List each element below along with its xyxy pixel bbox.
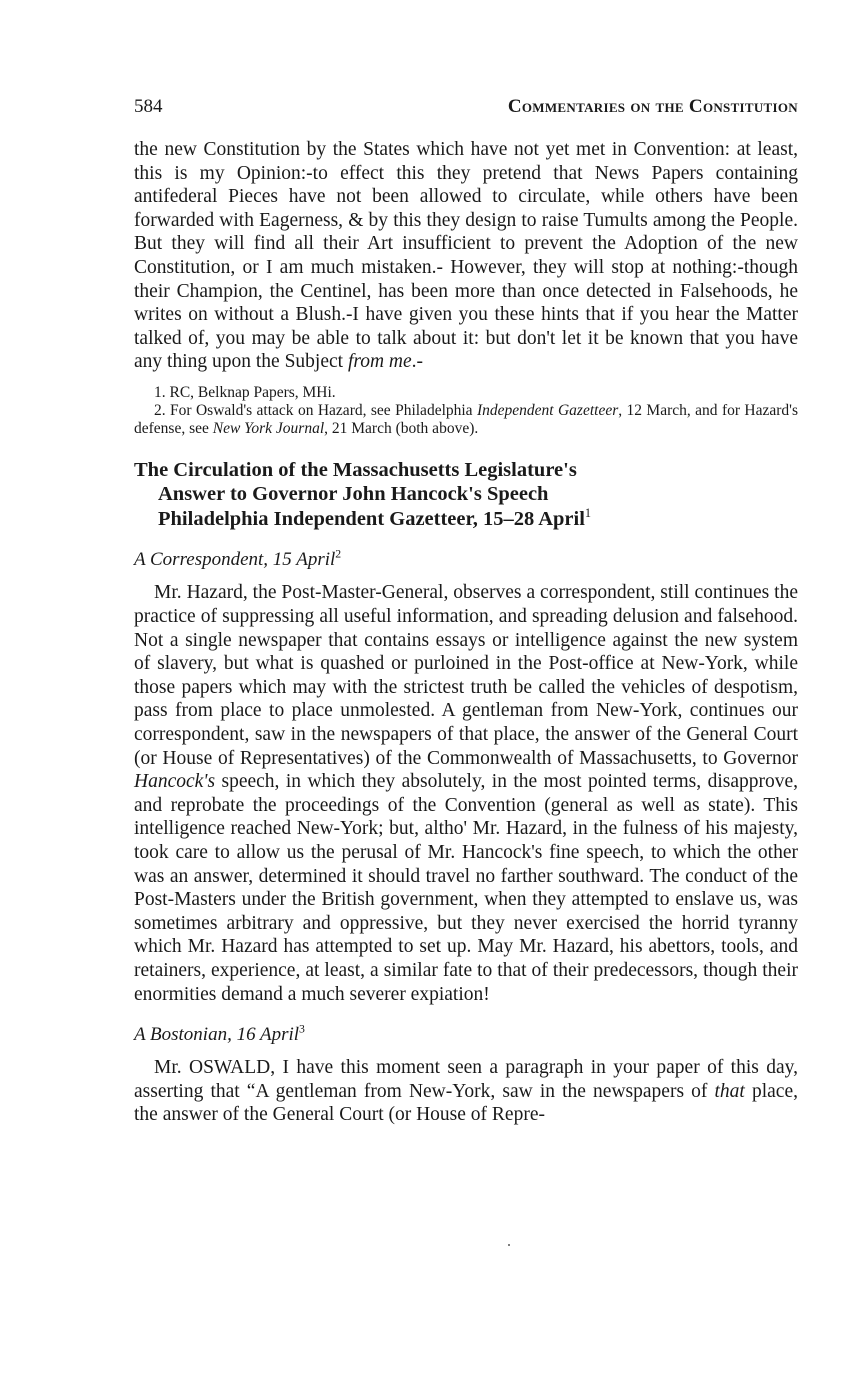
section-heading-line-1: The Circulation of the Massachusetts Legislature's (134, 458, 577, 481)
footnote-2-italic-2: New York Journal (212, 419, 325, 437)
bostonian-paragraph (134, 1056, 798, 1127)
footnote-2-text-b: , 12 March, and for Hazard's defense, see (134, 401, 798, 437)
correspondent-note-ref: 2 (335, 548, 342, 562)
running-head (134, 96, 798, 118)
bostonian-note-ref: 3 (299, 1022, 305, 1036)
bostonian-italic: that (714, 1080, 745, 1102)
section-heading-line-3-text: Philadelphia Independent Gazetteer, 15–28 April (158, 507, 585, 530)
footnote-2-italic-1: Independent Gazetteer (476, 401, 619, 419)
correspondent-text-b: speech, in which they absolutely, in the most pointed terms, disapprove, and reprobate the proceedings of the Convention (general as well as state). This intelligence reached New-York; but, altho' Mr. Hazard, in the fulness of his majesty, took care to allow us the perusal of Mr. Hancock's fine speech, to which the other was an answer, determined it should travel no farther southward. The conduct of the Post-Masters under the British government, when they attempted to enslave us, was sometimes arbitrary and oppressive, but they never exercised the horrid tyranny which Mr. Hazard has attempted to set up. May Mr. Hazard, his abettors, tools, and retainers, experience, at least, a similar fate to that of their predecessors, though their enormities demand a much severer expiation! (134, 771, 798, 1005)
footnote-1: 1. RC, Belknap Papers, MHi. (154, 383, 336, 401)
document-page (134, 96, 798, 1127)
page-number: 584 (134, 96, 163, 117)
correspondent-text-a: Mr. Hazard, the Post-Master-General, observes a correspondent, still continues the practice of suppressing all useful information, and spreading delusion and falsehood. Not a single newspaper that contains essays or intelligence against the new system of slavery, but what is quashed or purloined in the Post-office at New-York, while those papers which may with the strictest truth be called the vehicles of despotism, pass from place to place unmolested. A gentleman from New-York, continues our correspondent, saw in the newspapers of that place, the answer of the General Court (or House of Representatives) of the Commonwealth of Massachusetts, to Governor (134, 582, 798, 769)
bostonian-subhead-text: A Bostonian, 16 April (134, 1024, 300, 1046)
section-heading-note-ref: 1 (584, 506, 592, 521)
letter-continuation (134, 138, 798, 374)
correspondent-paragraph (134, 581, 798, 1006)
section-heading (134, 458, 798, 532)
footnotes (134, 384, 798, 438)
bostonian-subhead (134, 1024, 798, 1046)
section-heading-line-2: Answer to Governor John Hancock's Speech (158, 483, 549, 506)
correspondent-subhead (134, 549, 798, 571)
bostonian-text-a: Mr. OSWALD, I have this moment seen a paragraph in your paper of this day, asserting that “A gentleman from New-York, saw in the newspapers of (134, 1057, 798, 1102)
letter-text: the new Constitution by the States which have not yet met in Convention: at least, this is my Opinion:-to effect this they pretend that News Papers containing antifederal Pieces have not been allowed to circulate, while others have been forwarded with Eagerness, & by this they design to raise Tumults among the People. But they will find all their Art insufficient to prevent the Adoption of the new Constitution, or I am much mistaken.- However, they will stop at nothing:-though their Champion, the Centinel, has been more than once detected in Falsehoods, he writes on without a Blush.-I have given you these hints that if you hear the Matter talked of, you may be able to talk about it: but don't let it be known that you have any thing upon the Subject (134, 139, 798, 373)
letter-italic: from me (347, 351, 412, 373)
correspondent-italic: Hancock's (134, 771, 216, 793)
correspondent-subhead-text: A Correspondent, 15 April (134, 549, 336, 571)
section-heading-line-3 (134, 507, 798, 532)
footnote-2-text-a: 2. For Oswald's attack on Hazard, see Philadelphia (154, 401, 477, 419)
footnote-2 (134, 402, 798, 438)
print-speck (508, 1244, 510, 1246)
running-title: Commentaries on the Constitution (507, 96, 798, 117)
letter-end: .- (411, 351, 424, 373)
footnote-2-text-c: , 21 March (both above). (324, 419, 479, 437)
bostonian-text-b: place, the answer of the General Court (or House of Repre- (134, 1080, 798, 1126)
